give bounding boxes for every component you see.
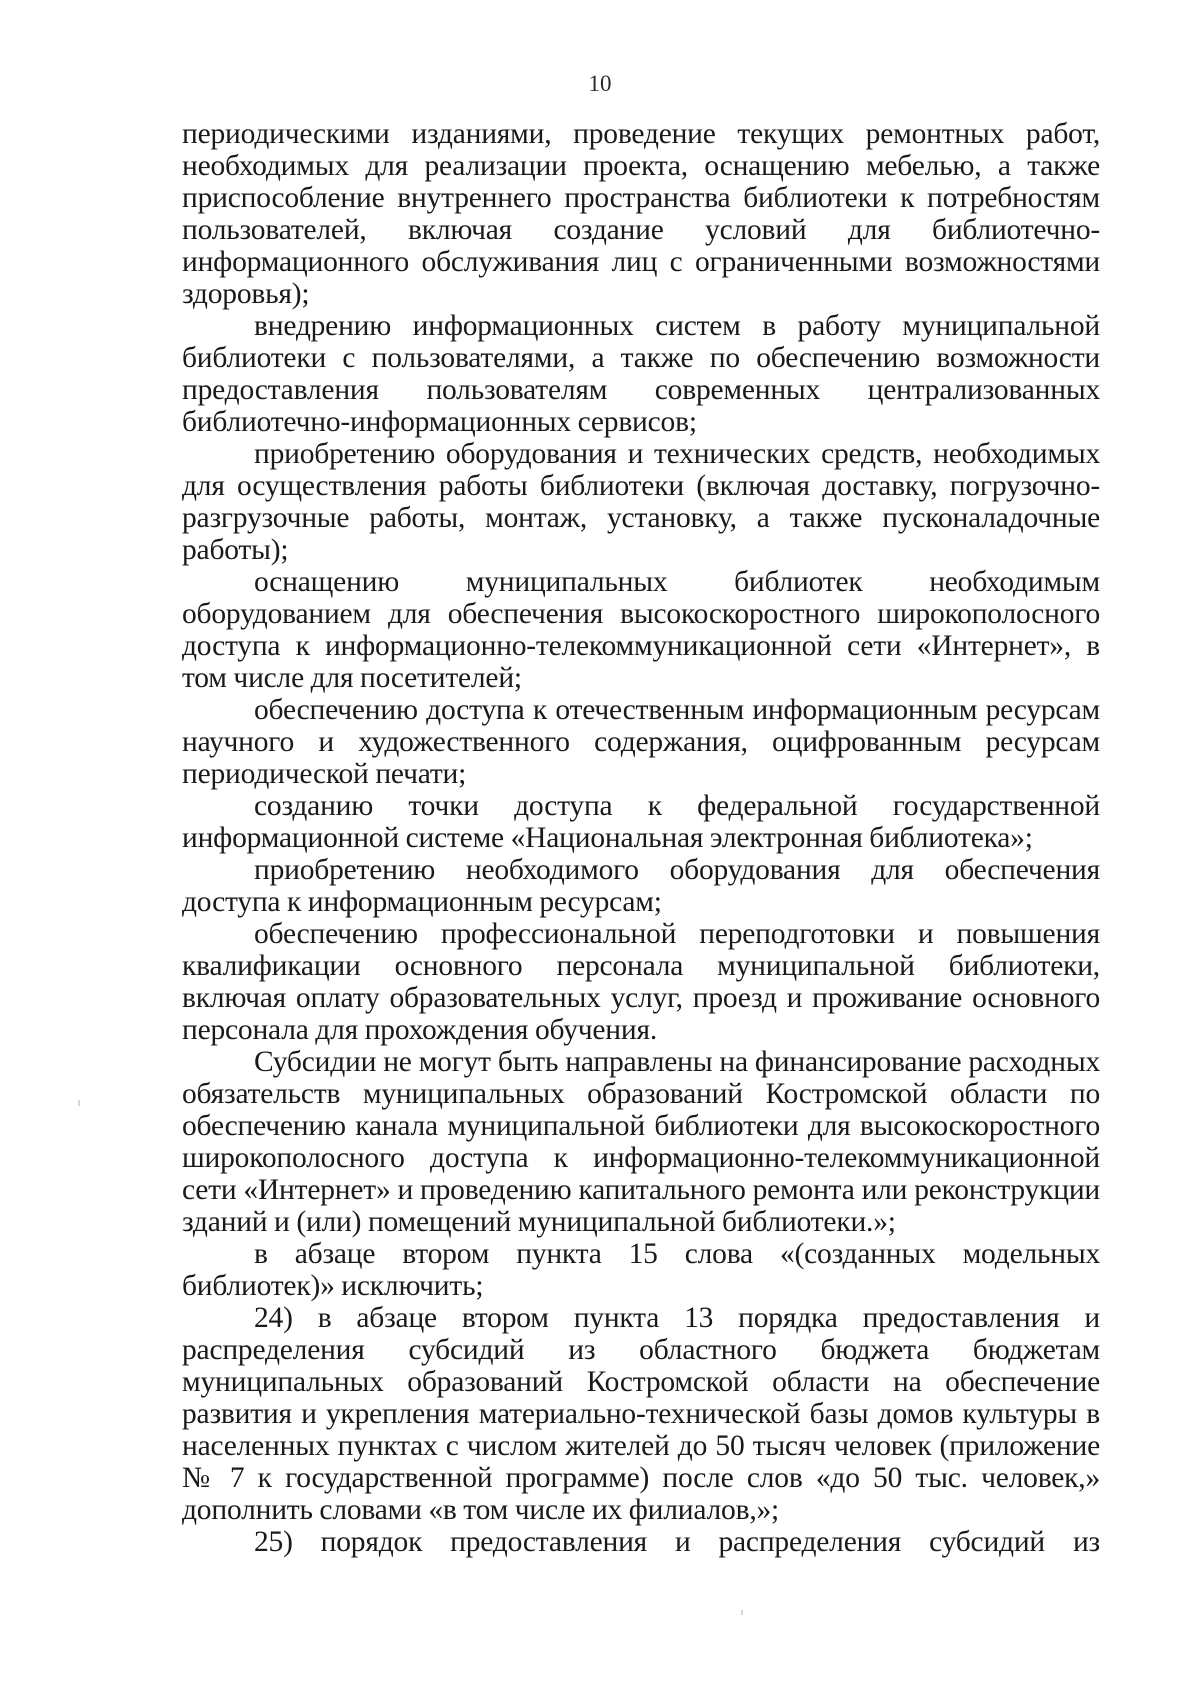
paragraph-equipment-acquisition: приобретению оборудования и технических средств, необходимых для осуществления работы библиотеки (включая доставку, погрузочно-разгрузочные работы, монтаж, установку, а также пусконаладочные работы);	[182, 438, 1100, 566]
paragraph-access-point: созданию точки доступа к федеральной государственной информационной системе «Национальная электронная библиотека»;	[182, 790, 1100, 854]
paragraph-internet-equipment: оснащению муниципальных библиотек необходимым оборудованием для обеспечения высокоскоростного широкополосного доступа к информационно-телекоммуникационной сети «Интернет», в том числе для посетителей;	[182, 566, 1100, 694]
document-body	[182, 118, 1100, 1558]
paragraph-information-systems: внедрению информационных систем в работу муниципальной библиотеки с пользователями, а также по обеспечению возможности предоставления пользователям современных централизованных библиотечно-информационных сервисов;	[182, 310, 1100, 438]
paragraph-subsidy-restrictions: Субсидии не могут быть направлены на финансирование расходных обязательств муниципальных образований Костромской области по обеспечению канала муниципальной библиотеки для высокоскоростного широкополосного доступа к информационно-телекоммуникационной сети «Интернет» и проведению капитального ремонта или реконструкции зданий и (или) помещений муниципальной библиотеки.»;	[182, 1046, 1100, 1238]
paragraph-continued-list-item: периодическими изданиями, проведение текущих ремонтных работ, необходимых для реализации проекта, оснащению мебелью, а также приспособление внутреннего пространства библиотеки к потребностям пользователей, включая создание условий для библиотечно-информационного обслуживания лиц с ограниченными возможностями здоровья);	[182, 118, 1100, 310]
paragraph-item-24: 24) в абзаце втором пункта 13 порядка предоставления и распределения субсидий из областного бюджета бюджетам муниципальных образований Костромской области на обеспечение развития и укрепления материально-технической базы домов культуры в населенных пунктах с числом жителей до 50 тысяч человек (приложение № 7 к государственной программе) после слов «до 50 тыс. человек,» дополнить словами «в том числе их филиалов,»;	[182, 1302, 1100, 1526]
paragraph-domestic-resources: обеспечению доступа к отечественным информационным ресурсам научного и художественного содержания, оцифрованным ресурсам периодической печати;	[182, 694, 1100, 790]
scan-artifact-mark	[78, 1100, 80, 1106]
paragraph-item-25: 25) порядок предоставления и распределения субсидий из	[254, 1526, 1100, 1558]
paragraph-clause-15-amendment: в абзаце втором пункта 15 слова «(созданных модельных библиотек)» исключить;	[182, 1238, 1100, 1302]
page-number: 10	[588, 71, 612, 96]
paragraph-staff-training: обеспечению профессиональной переподготовки и повышения квалификации основного персонала муниципальной библиотеки, включая оплату образовательных услуг, проезд и проживание основного персонала для прохождения обучения.	[182, 918, 1100, 1046]
paragraph-access-equipment: приобретению необходимого оборудования для обеспечения доступа к информационным ресурсам;	[182, 854, 1100, 918]
scan-artifact-mark	[741, 1610, 743, 1615]
